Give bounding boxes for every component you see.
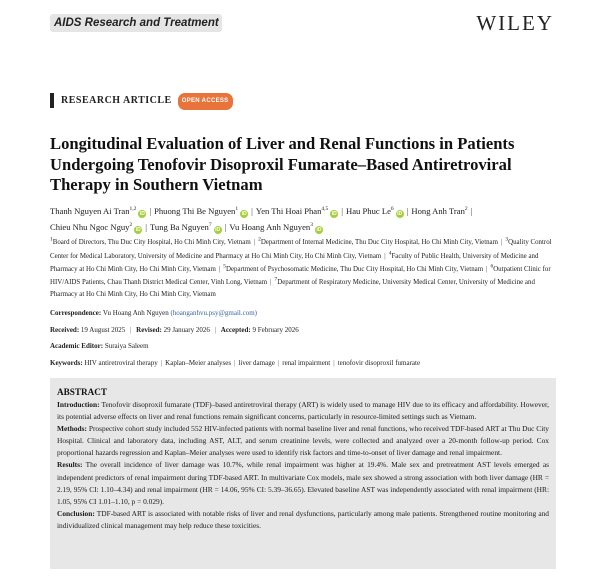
- affiliation: $^1$Board of Directors, Thu Duc City Hospital, Ho Chi Minh City, Vietnam: [50, 237, 251, 247]
- author-affil-ref: 6: [390, 206, 394, 212]
- article-title: Longitudinal Evaluation of Liver and Renal Functions in Patients Undergoing Tenofovir Disoproxil Fumarate–Based Antiretroviral Therapy in Southern Vietnam: [50, 134, 515, 194]
- received-date: 19 August 2025: [80, 326, 126, 334]
- author-name[interactable]: Hau Phuc Le: [346, 205, 391, 216]
- publisher-logo: WILEY: [476, 11, 554, 35]
- keyword[interactable]: liver damage: [238, 359, 275, 367]
- article-type-label: [50, 93, 233, 108]
- orcid-icon[interactable]: iD: [331, 210, 337, 217]
- affiliations: $^1$Board of Directors, Thu Duc City Hospital, Ho Chi Minh City, Vietnam | $^2$Department of Internal Medicine, Thu Duc City Hospital, Ho Chi Minh City, Vietnam | $^3$Quality Control Center for Medical Laboratory, University of Medicine and Pharmacy at Ho Chi Minh City, Ho Chi Minh City, Vietnam | $^4$Faculty of Public Health, University of Medicine and Pharmacy at Ho Chi Minh City, Ho Chi Minh City, Vietnam | $^5$Department of Psychosomatic Medicine, Thu Duc City Hospital, Ho Chi Minh City, Vietnam | $^6$Outpatient Clinic for HIV/AIDS Patients, Chau Thanh District Medical Center, Vinh Long, Vietnam | $^7$Department of Respiratory Medicine, University Medical Center, University of Medicine and Pharmacy at Ho Chi Minh City, Ho Chi Minh City, Vietnam: [50, 237, 552, 298]
- keyword[interactable]: Kaplan–Meier analyses: [165, 359, 232, 367]
- article-type: RESEARCH ARTICLE: [61, 95, 172, 106]
- correspondence-name: Vu Hoang Anh Nguyen: [102, 309, 169, 317]
- keyword[interactable]: tenofovir disoproxil fumarate: [337, 359, 421, 367]
- journal-name: AIDS Research and Treatment: [50, 14, 222, 32]
- affiliation: $^4$Faculty of Public Health, University of Medicine and Pharmacy at Ho Chi Minh City, Ho Chi Minh City, Vietnam: [50, 250, 539, 274]
- affiliation: $^3$Quality Control Center for Medical Laboratory, University of Medicine and Pharmacy at Ho Chi Minh City, Ho Chi Minh City, Vietnam: [50, 237, 552, 260]
- author-name[interactable]: Chieu Nhu Ngoc Nguy: [50, 221, 130, 232]
- orcid-icon[interactable]: iD: [215, 226, 221, 233]
- keywords: Keywords: HIV antiretroviral therapy | Kaplan–Meier analyses | liver damage | renal impairment | tenofovir disoproxil fumarate: [50, 359, 421, 367]
- author[interactable]: [154, 206, 248, 216]
- abstract-heading: ABSTRACT: [57, 387, 108, 397]
- author-affil-ref: 2: [464, 206, 468, 212]
- editor-name: Suraiya Saleem: [104, 342, 149, 350]
- author[interactable]: [256, 206, 338, 216]
- revised-date: 29 January 2026: [163, 326, 210, 334]
- affiliation: $^7$Department of Respiratory Medicine, University Medical Center, University of Medicine and Pharmacy at Ho Chi Minh City, Ho Chi Minh City, Vietnam: [50, 277, 535, 298]
- orcid-icon[interactable]: iD: [139, 210, 145, 217]
- author-list: Thanh Nguyen Ai Tran$^{1,2}$iD | Phuong Thi Be Nguyen$^1$iD | Yen Thi Hoai Phan$^{4,5}$iD | Hau Phuc Le$^6$iD | Hong Anh Tran$^2$ | Chieu Nhu Ngoc Nguy$^2$iD | Tung Ba Nguyen$^7$iD | Vu Hoang Anh Nguyen$^3$iD: [50, 205, 473, 233]
- affiliation: $^5$Department of Psychosomatic Medicine, Thu Duc City Hospital, Ho Chi Minh City, Vietnam: [223, 263, 484, 274]
- author[interactable]: [346, 206, 404, 216]
- author[interactable]: [411, 206, 467, 216]
- keyword[interactable]: HIV antiretroviral therapy: [84, 359, 158, 367]
- orcid-icon[interactable]: iD: [316, 226, 322, 233]
- author-affil-ref: 3: [310, 221, 313, 228]
- author-affil-ref: 1: [235, 206, 239, 212]
- abstract-box: [50, 378, 556, 569]
- abstract-conclusion: Conclusion: TDF-based ART is associated with notable risks of liver and renal dysfunctions, particularly among male patients. Strengthened routine monitoring and individualized clinical management may help reduce these toxicities.: [57, 508, 550, 530]
- author-name[interactable]: Tung Ba Nguyen: [149, 221, 209, 232]
- author-name[interactable]: Vu Hoang Anh Nguyen: [229, 221, 311, 232]
- abstract-introduction: Introduction: Tenofovir disoproxil fumarate (TDF)–based antiretroviral therapy (ART) is widely used to manage HIV due to its efficacy and affordability. However, its potential adverse effects on liver and renal functions remain significant concerns, particularly in resource-limited settings such as Vietnam.: [57, 400, 549, 422]
- academic-editor: Academic Editor: Suraiya Saleem: [50, 342, 149, 350]
- affiliation: $^2$Department of Internal Medicine, Thu Duc City Hospital, Ho Chi Minh City, Vietnam: [258, 237, 498, 247]
- author-affil-ref: 2: [129, 221, 133, 228]
- correspondence-email[interactable]: (hoanganhvu.psy@gmail.com): [170, 309, 258, 317]
- author-name[interactable]: Phuong Thi Be Nguyen: [154, 205, 236, 216]
- author[interactable]: [229, 222, 323, 232]
- open-access-badge: OPEN ACCESS: [178, 93, 233, 110]
- keyword[interactable]: renal impairment: [282, 359, 331, 367]
- abstract-methods: Methods: Prospective cohort study included 552 HIV-infected patients with normal baseline liver and renal functions, who received TDF-based ART at Thu Duc City Hospital. Clinical and laboratory data, including AST, ALT, and serum creatinine levels, were collected and analyzed over a 20-month follow-up period. Cox proportional hazards regression and Kaplan–Meier analyses were used to identify risk factors and time-to-onset of liver damage and renal impairment.: [57, 424, 550, 458]
- orcid-icon[interactable]: iD: [241, 210, 247, 217]
- author[interactable]: [50, 206, 146, 216]
- author-affil-ref: 7: [208, 221, 212, 228]
- author-affil-ref: 4,5: [321, 206, 329, 212]
- abstract-results: Results: The overall incidence of liver damage was 10.7%, while renal impairment was higher at 19.4%. Male sex and pretreatment AST levels emerged as independent predictors of renal impairment during TDF-based ART. In multivariate Cox models, male sex showed a strong association with both liver damage (HR = 2.19, 95% CI: 1.10–4.34) and renal impairment (HR = 14.06, 95% CI: 5.39–36.65). Elevated baseline AST was independently associated with renal impairment (HR: 1.05, 95% CI 1.01–1.10, p = 0.029).: [57, 460, 549, 506]
- orcid-icon[interactable]: iD: [135, 226, 141, 233]
- correspondence-label: Correspondence:: [50, 309, 102, 317]
- orcid-icon[interactable]: iD: [397, 210, 403, 217]
- affiliation: $^6$Outpatient Clinic for HIV/AIDS Patients, Chau Thanh District Medical Center, Vinh Long, Vietnam: [50, 263, 551, 287]
- author-name[interactable]: Yen Thi Hoai Phan: [255, 205, 322, 216]
- author[interactable]: [50, 222, 142, 232]
- accepted-date: 9 February 2026: [252, 326, 299, 334]
- article-dates: Received: 19 August 2025 | Revised: 29 January 2026 | Accepted: 9 February 2026: [50, 326, 299, 334]
- author[interactable]: [150, 222, 222, 232]
- author-name[interactable]: Thanh Nguyen Ai Tran: [50, 205, 130, 216]
- author-affil-ref: 1,2: [129, 206, 137, 212]
- correspondence: [50, 309, 257, 317]
- author-name[interactable]: Hong Anh Tran: [411, 205, 465, 216]
